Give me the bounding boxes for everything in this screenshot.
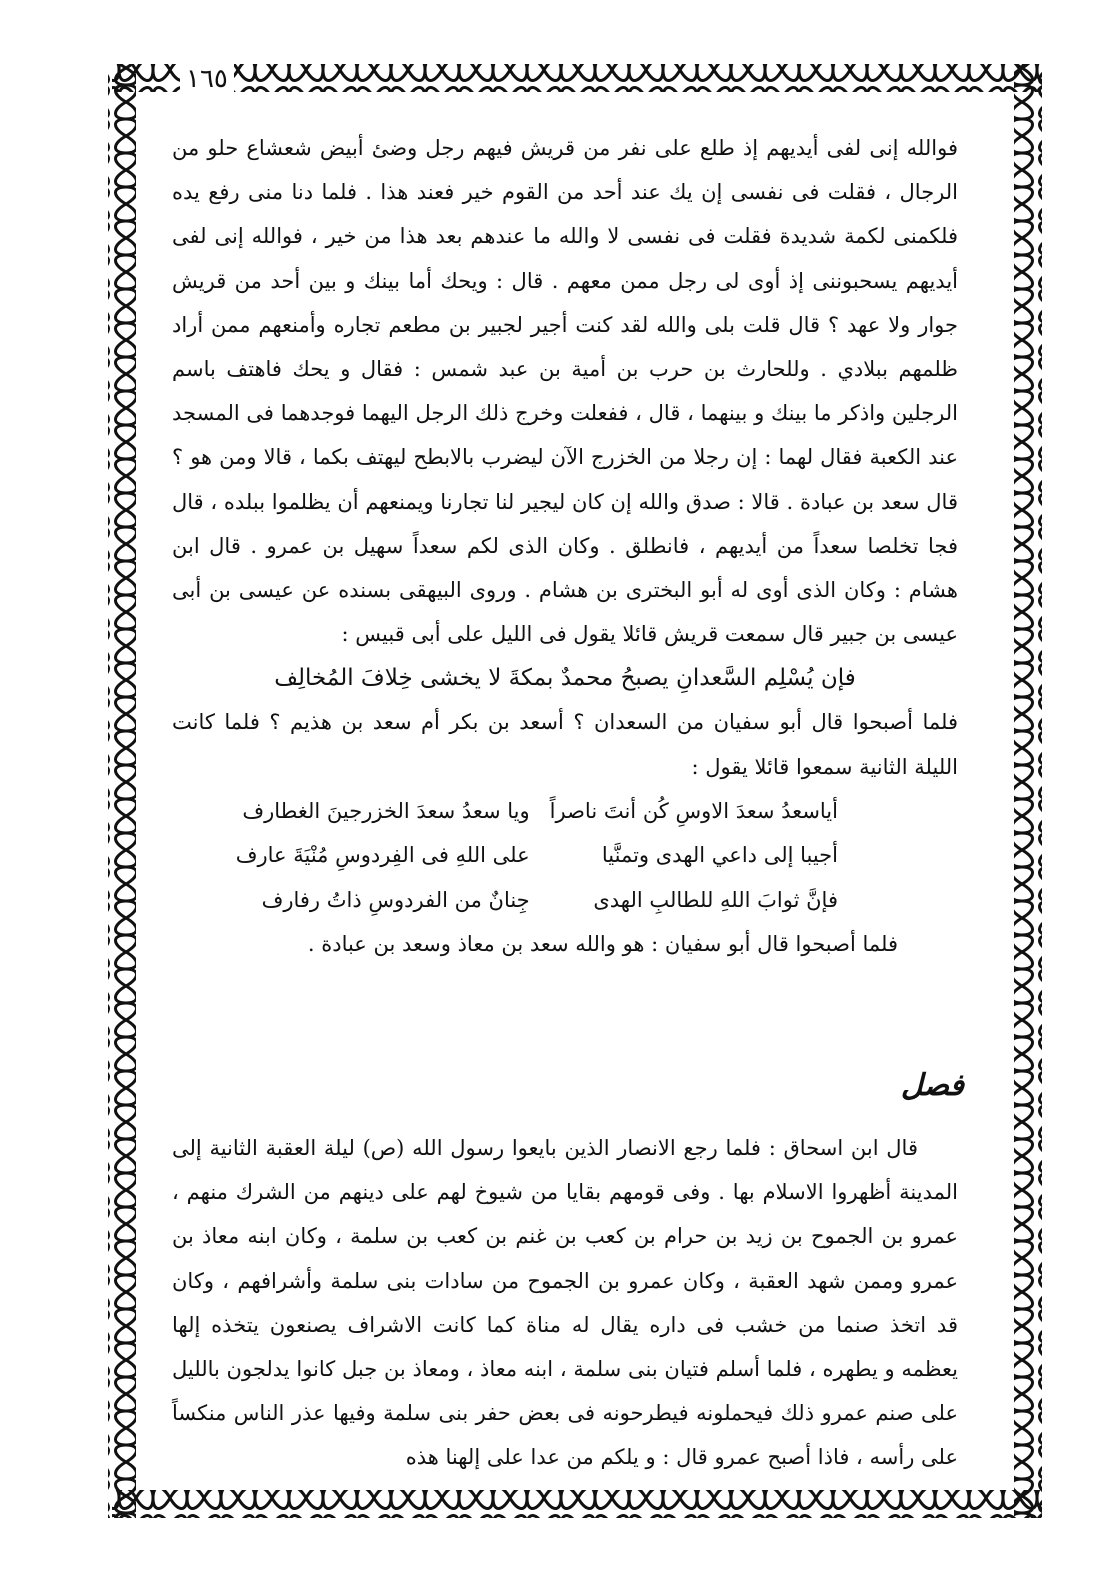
paragraph-4: قال ابن اسحاق : فلما رجع الانصار الذين بايعوا رسول الله (ص) ليلة العقبة الثانية إلى المدينة أظهروا الاسلام بها . وفى قومهم بقايا من شيوخ لهم على دينهم من الشرك منهم ، عمرو بن الجموح بن زيد بن حرام بن كعب بن غنم بن كعب بن سلمة ، وكان ابنه معاذ بن عمرو وممن شهد العقبة ، وكان عمرو بن الجموح من سادات بنى سلمة وأشرافهم ، وكان قد اتخذ صنما من خشب فى داره يقال له مناة كما كانت الاشراف يصنعون يتخذه إلها يعظمه و يطهره ، فلما أسلم فتيان بنى سلمة ، ابنه معاذ ، ومعاذ بن جبل كانوا يدلجون بالليل على صنم عمرو ذلك فيحملونه فيطرحونه فى بعض حفر بنى سلمة وفيها عذر الناس منكساً على رأسه ، فاذا أصبح عمرو قال : و يلكم من عدا على إلهنا هذه bbox=[172, 1136, 958, 1470]
poem-line bbox=[172, 833, 958, 878]
main-text bbox=[172, 126, 958, 967]
poem-line bbox=[172, 789, 958, 834]
hemistich-right: أياسعدُ سعدَ الاوسِ كُن أنتَ ناصراً bbox=[549, 798, 838, 823]
hemistich-right: أجيبا إلى داعي الهدى وتمنَّيا bbox=[601, 843, 838, 868]
section-heading: فصل bbox=[900, 1068, 964, 1103]
verse-single: فإن يُسْلِم السَّعدانِ يصبحُ محمدٌ بمكةَ لا يخشى خِلافَ المُخالِف bbox=[274, 665, 856, 692]
paragraph-2: فلما أصبحوا قال أبو سفيان من السعدان ؟ أسعد بن بكر أم سعد بن هذيم ؟ فلما كانت الليلة الثانية سمعوا قائلا يقول : bbox=[172, 710, 958, 779]
poem bbox=[172, 789, 958, 923]
section-text bbox=[172, 1126, 958, 1480]
hemistich-right: فإنَّ ثوابَ اللهِ للطالبِ الهدى bbox=[593, 887, 838, 912]
page-number: ١٦٥ bbox=[180, 64, 234, 94]
paragraph-3: فلما أصبحوا قال أبو سفيان : هو والله سعد بن معاذ وسعد بن عبادة . bbox=[307, 932, 898, 957]
hemistich-left: جِنانٌ من الفردوسِ ذاتُ رفارف bbox=[261, 887, 530, 912]
paragraph-1: فوالله إنى لفى أيديهم إذ طلع على نفر من قريش فيهم رجل وضئ أبيض شعشاع حلو من الرجال ، فقلت فى نفسى إن يك عند أحد من القوم خير فعند هذا . فلما دنا منى رفع يده فلكمنى لكمة شديدة فقلت فى نفسى لا والله ما عندهم بعد هذا من خير ، فوالله إنى لفى أيديهم يسحبوننى إذ أوى لى رجل ممن معهم . قال : ويحك أما بينك و بين أحد من قريش جوار ولا عهد ؟ قال قلت بلى والله لقد كنت أجير لجبير بن مطعم تجاره وأمنعهم ممن أراد ظلمهم ببلادي . وللحارث بن حرب بن أمية بن عبد شمس : فقال و يحك فاهتف باسم الرجلين واذكر ما بينك و بينهما ، قال ، ففعلت وخرج ذلك الرجل اليهما فوجدهما فى المسجد عند الكعبة فقال لهما : إن رجلا من الخزرج الآن ليضرب بالابطح ليهتف بكما ، قالا ومن هو ؟ قال سعد بن عبادة . قالا : صدق والله إن كان ليجير لنا تجارنا ويمنعهم أن يظلموا ببلده ، قال فجا تخلصا سعداً من أيديهم ، فانطلق . وكان الذى لكم سعداً سهيل بن عمرو . قال ابن هشام : وكان الذى أوى له أبو البخترى بن هشام . وروى البيهقى بسنده عن عيسى بن أبى عيسى بن جبير قال سمعت قريش قائلا يقول فى الليل على أبى قبيس : bbox=[172, 136, 958, 647]
hemistich-left: ويا سعدُ سعدَ الخزرجينَ الغطارف bbox=[242, 798, 530, 823]
hemistich-left: على اللهِ فى الفِردوسِ مُنْيَةَ عارف bbox=[235, 843, 530, 868]
poem-line bbox=[172, 878, 958, 923]
